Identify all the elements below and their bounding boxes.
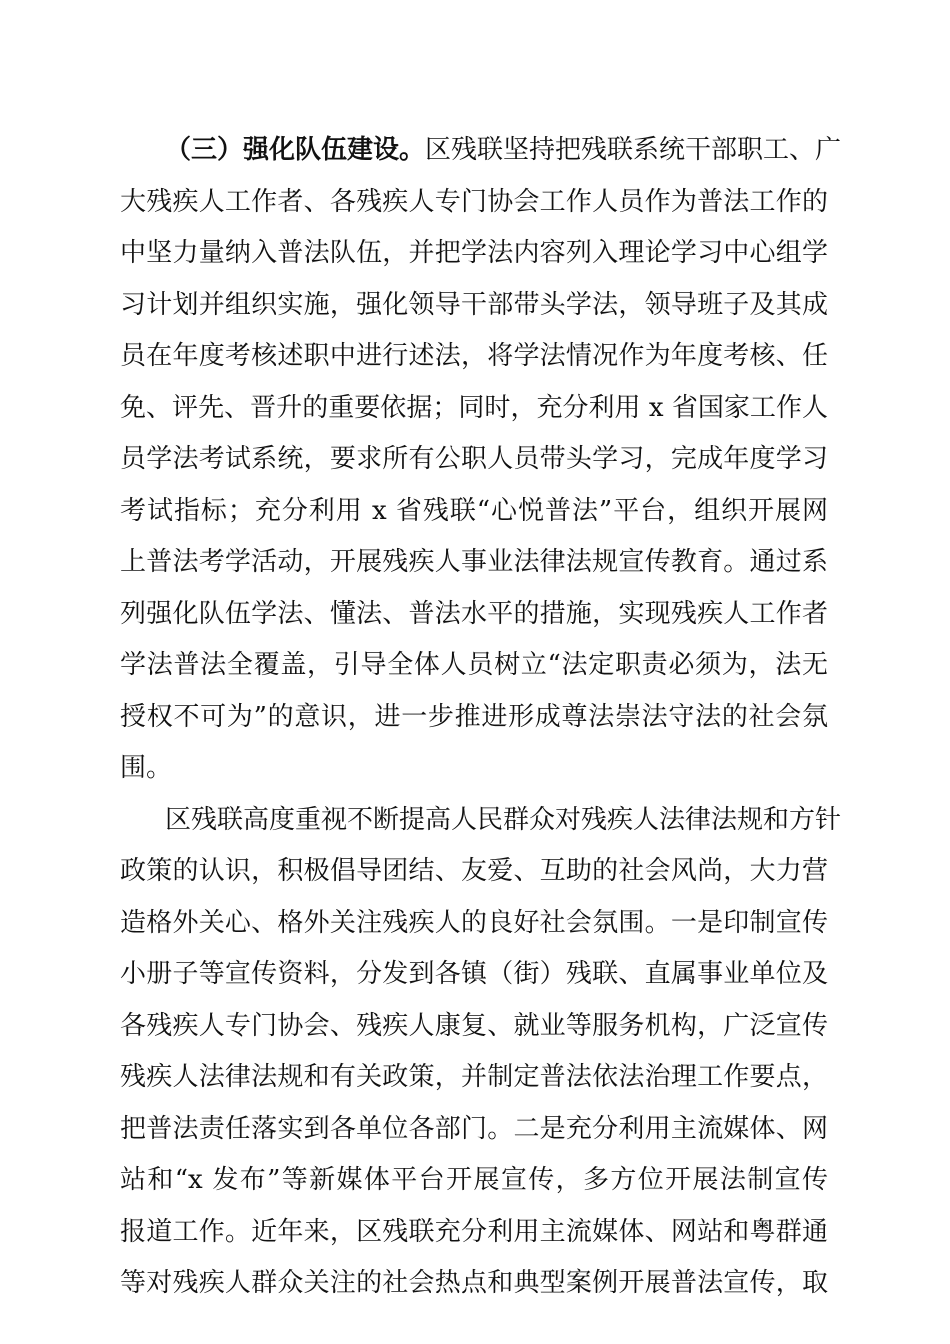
paragraph-line: 政策的认识，积极倡导团结、友爱、互助的社会风尚，大力营 bbox=[120, 856, 828, 886]
paragraph-line: 习计划并组织实施，强化领导干部带头学法，领导班子及其成 bbox=[120, 289, 828, 320]
paragraph-line: 站和“x 发布”等新媒体平台开展宣传，多方位开展法制宣传 bbox=[120, 1165, 828, 1195]
paragraph-line: 考试指标；充分利用 x 省残联“心悦普法”平台，组织开展网 bbox=[120, 495, 828, 526]
paragraph-line: 区残联高度重视不断提高人民群众对残疾人法律法规和方针 bbox=[165, 804, 842, 835]
paragraph-line: 大残疾人工作者、各残疾人专门协会工作人员作为普法工作的 bbox=[120, 186, 828, 217]
document-body bbox=[120, 125, 842, 1310]
paragraph-line: 把普法责任落实到各单位各部门。二是充分利用主流媒体、网 bbox=[120, 1113, 828, 1144]
paragraph-line: 免、评先、晋升的重要依据；同时，充分利用 x 省国家工作人 bbox=[120, 392, 828, 423]
paragraph-line: 小册子等宣传资料，分发到各镇（街）残联、直属事业单位及 bbox=[120, 959, 828, 989]
paragraph-line: 列强化队伍学法、懂法、普法水平的措施，实现残疾人工作者 bbox=[120, 598, 828, 629]
paragraph-team-building bbox=[120, 125, 842, 795]
paragraph-line: 学法普法全覆盖，引导全体人员树立“法定职责必须为，法无 bbox=[120, 650, 828, 680]
paragraph-line: 授权不可为”的意识，进一步推进形成尊法崇法守法的社会氛 bbox=[120, 701, 828, 732]
paragraph-line: 员学法考试系统，要求所有公职人员带头学习，完成年度学习 bbox=[120, 444, 828, 474]
paragraph-line: 造格外关心、格外关注残疾人的良好社会氛围。一是印制宣传 bbox=[120, 907, 828, 938]
paragraph-line-text: 区残联坚持把残联系统干部职工、广 bbox=[425, 135, 842, 165]
paragraph-line: 报道工作。近年来，区残联充分利用主流媒体、网站和粤群通 bbox=[120, 1216, 828, 1247]
paragraph-line: 围。 bbox=[120, 753, 173, 783]
paragraph-line: 等对残疾人群众关注的社会热点和典型案例开展普法宣传，取 bbox=[120, 1268, 828, 1298]
paragraph-line: 各残疾人专门协会、残疾人康复、就业等服务机构，广泛宣传 bbox=[120, 1010, 828, 1041]
paragraph-publicity bbox=[120, 795, 842, 1310]
paragraph-line: 中坚力量纳入普法队伍，并把学法内容列入理论学习中心组学 bbox=[120, 238, 828, 268]
paragraph-line bbox=[120, 125, 842, 177]
section-heading: （三）强化队伍建设。 bbox=[165, 135, 426, 165]
paragraph-line: 员在年度考核述职中进行述法，将学法情况作为年度考核、任 bbox=[120, 341, 828, 371]
paragraph-line: 上普法考学活动，开展残疾人事业法律法规宣传教育。通过系 bbox=[120, 547, 828, 577]
paragraph-line: 残疾人法律法规和有关政策，并制定普法依法治理工作要点， bbox=[120, 1062, 828, 1092]
